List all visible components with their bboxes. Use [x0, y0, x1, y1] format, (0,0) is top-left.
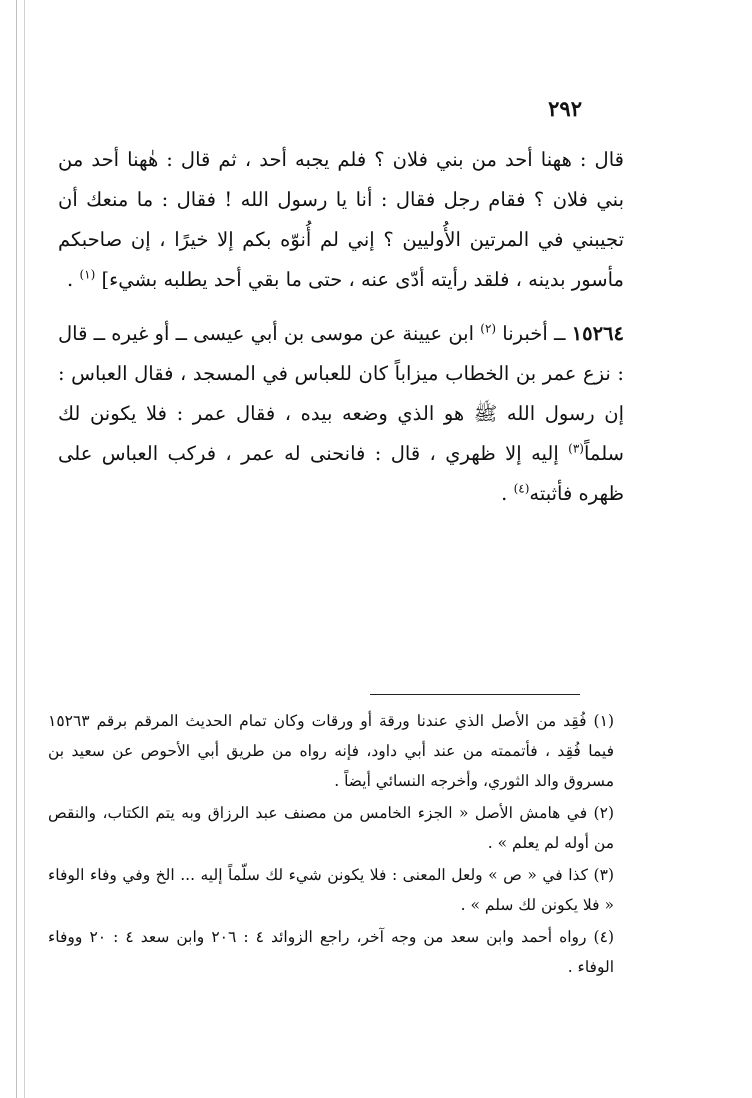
margin-line-inner — [24, 0, 25, 1098]
paragraph-continuation — [58, 140, 624, 300]
footnote-text: كذا في « ص » ولعل المعنى : فلا يكونن شيء لك سلّماً إليه ... الخ وفي وفاء الوفاء « فلا يكونن لك سلم » . — [48, 866, 614, 914]
footnote-ref[interactable]: (٢) — [480, 321, 497, 336]
main-text — [58, 140, 624, 528]
footnotes — [48, 706, 614, 984]
paragraph-end: . — [67, 268, 80, 291]
footnote-number: (٤) — [593, 928, 614, 946]
footnote-text: فُقِد من الأصل الذي عندنا ورقة أو ورقات وكان تمام الحديث المرقم برقم ١٥٢٦٣ فيما فُقِد ، فأتممته من عند أبي داود، فإنه رواه من طريق أبي الأحوص عن سعيد بن مسروق والد الثوري، وأخرجه النسائي أيضاً . — [48, 712, 614, 790]
paragraph-end: . — [501, 482, 514, 505]
paragraph-text: إليه إلا ظهري ، قال : فانحنى له عمر ، فركب العباس على ظهره فأثبته — [58, 442, 624, 505]
paragraph-text: ــ أخبرنا — [496, 322, 572, 345]
hadith-paragraph — [58, 314, 624, 514]
footnote-number: (٢) — [593, 804, 614, 822]
paragraph-text: ابن عيينة عن موسى بن أبي عيسى ــ أو غيره ــ قال : نزع عمر بن الخطاب ميزاباً كان للعباس في المسجد ، فقال العباس : إن رسول الله ﷺ هو الذي وضعه بيده ، فقال عمر : فلا يكونن لك سلماً — [58, 322, 624, 465]
footnote-ref[interactable]: (٤) — [513, 481, 530, 496]
footnote-text: رواه أحمد وابن سعد من وجه آخر، راجع الزوائد ٤ : ٢٠٦ وابن سعد ٤ : ٢٠ ووفاء الوفاء . — [48, 928, 614, 976]
page-number: ٢٩٢ — [548, 96, 582, 121]
paragraph-text: قال : ههنا أحد من بني فلان ؟ فلم يجبه أحد ، ثم قال : هٰهنا أحد من بني فلان ؟ فقام رجل فقال : أنا يا رسول الله ! فقال : ما منعك أن تجيبني في المرتين الأُوليين ؟ إني لم أُنوّه بكم إلا خيرًا ، إن صاحبكم مأسور بدينه ، فلقد رأيته أدّى عنه ، حتى ما بقي أحد يطلبه بشيء] — [58, 148, 624, 291]
footnote-text: في هامش الأصل « الجزء الخامس من مصنف عبد الرزاق وبه يتم الكتاب، والنقص من أوله لم يعلم » . — [48, 804, 614, 852]
footnote — [48, 860, 614, 920]
footnote-number: (١) — [593, 712, 614, 730]
hadith-number: ١٥٢٦٤ — [571, 322, 624, 345]
footnote — [48, 798, 614, 858]
footnote — [48, 706, 614, 796]
footnote-separator — [370, 694, 580, 695]
footnote-ref[interactable]: (١) — [79, 267, 96, 282]
footnote-ref[interactable]: (٣) — [568, 441, 584, 456]
footnote — [48, 922, 614, 982]
footnote-number: (٣) — [593, 866, 614, 884]
margin-line-outer — [16, 0, 17, 1098]
